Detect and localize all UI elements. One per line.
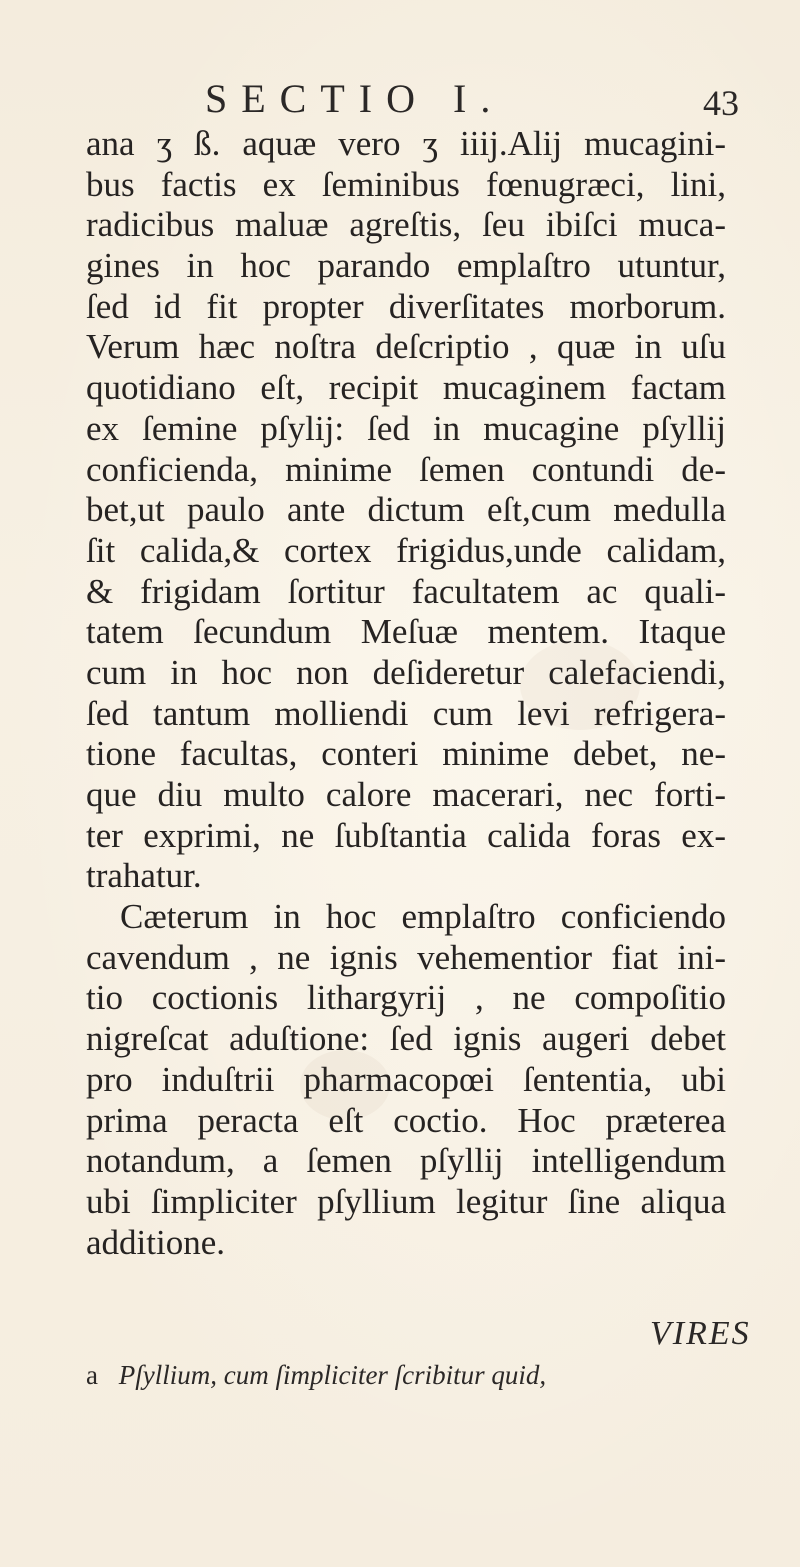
running-head: SECTIO I. [205, 76, 505, 121]
text-line: notandum, a ſemen pſyllij intelligendum [86, 1141, 726, 1181]
text-line: trahatur. [86, 856, 202, 896]
text-line: ana ʒ ß. aquæ vero ʒ iiij.Alij mucagini- [86, 124, 726, 163]
text-line: ſed tantum molliendi cum levi refrigera- [86, 693, 726, 733]
body-text [86, 124, 726, 1263]
text-line: cavendum , ne ignis vehementior fiat ini- [86, 937, 726, 977]
text-line: cum in hoc non deſideretur calefaciendi, [86, 652, 726, 692]
text-line: conficienda, minime ſemen contundi de- [86, 449, 726, 489]
text-line: ubi ſimpliciter pſyllium legitur ſine aliqua [86, 1181, 726, 1221]
text-line: que diu multo calore macerari, nec forti- [86, 775, 726, 814]
page-number: 43 [703, 83, 739, 123]
text-line: nigreſcat aduſtione: ſed ignis augeri debet [86, 1019, 726, 1059]
text-line: gines in hoc parando emplaſtro utuntur, [86, 246, 726, 286]
footnote [86, 1358, 546, 1392]
text-line: ſit calida,& cortex frigidus,unde calidam, [86, 530, 726, 570]
text-line: bet,ut paulo ante dictum eſt,cum medulla [86, 490, 726, 530]
text-line: Cæterum in hoc emplaſtro conficiendo [120, 897, 726, 937]
text-line: radicibus maluæ agreſtis, ſeu ibiſci muca- [86, 205, 726, 245]
text-line: tione facultas, conteri minime debet, ne- [86, 734, 726, 774]
footnote-text: Pſyllium, cum ſimpliciter ſcribitur quid, [118, 1360, 547, 1390]
text-line: tatem ſecundum Meſuæ mentem. Itaque [86, 612, 726, 652]
text-line: ſed id fit propter diverſitates morborum. [86, 286, 726, 326]
text-line: ex ſemine pſylij: ſed in mucagine pſyllij [86, 408, 726, 448]
text-line: pro induſtrii pharmacopœi ſententia, ubi [86, 1059, 726, 1099]
text-line: quotidiano eſt, recipit mucaginem factam [86, 368, 726, 408]
catchword: VIRES [650, 1315, 751, 1352]
page-header [0, 74, 800, 124]
text-line: tio coctionis lithargyrij , ne compoſitio [86, 978, 726, 1018]
text-line: ter exprimi, ne ſubſtantia calida foras ex- [86, 815, 726, 855]
text-line: bus factis ex ſeminibus fœnugræci, lini, [86, 164, 726, 204]
text-line: prima peracta eſt coctio. Hoc præterea [86, 1100, 726, 1140]
footnote-mark: a [86, 1360, 98, 1390]
text-line: additione. [86, 1222, 225, 1262]
text-line: & frigidam ſortitur facultatem ac quali- [86, 571, 726, 611]
text-line: Verum hæc noſtra deſcriptio , quæ in uſu [86, 327, 726, 367]
